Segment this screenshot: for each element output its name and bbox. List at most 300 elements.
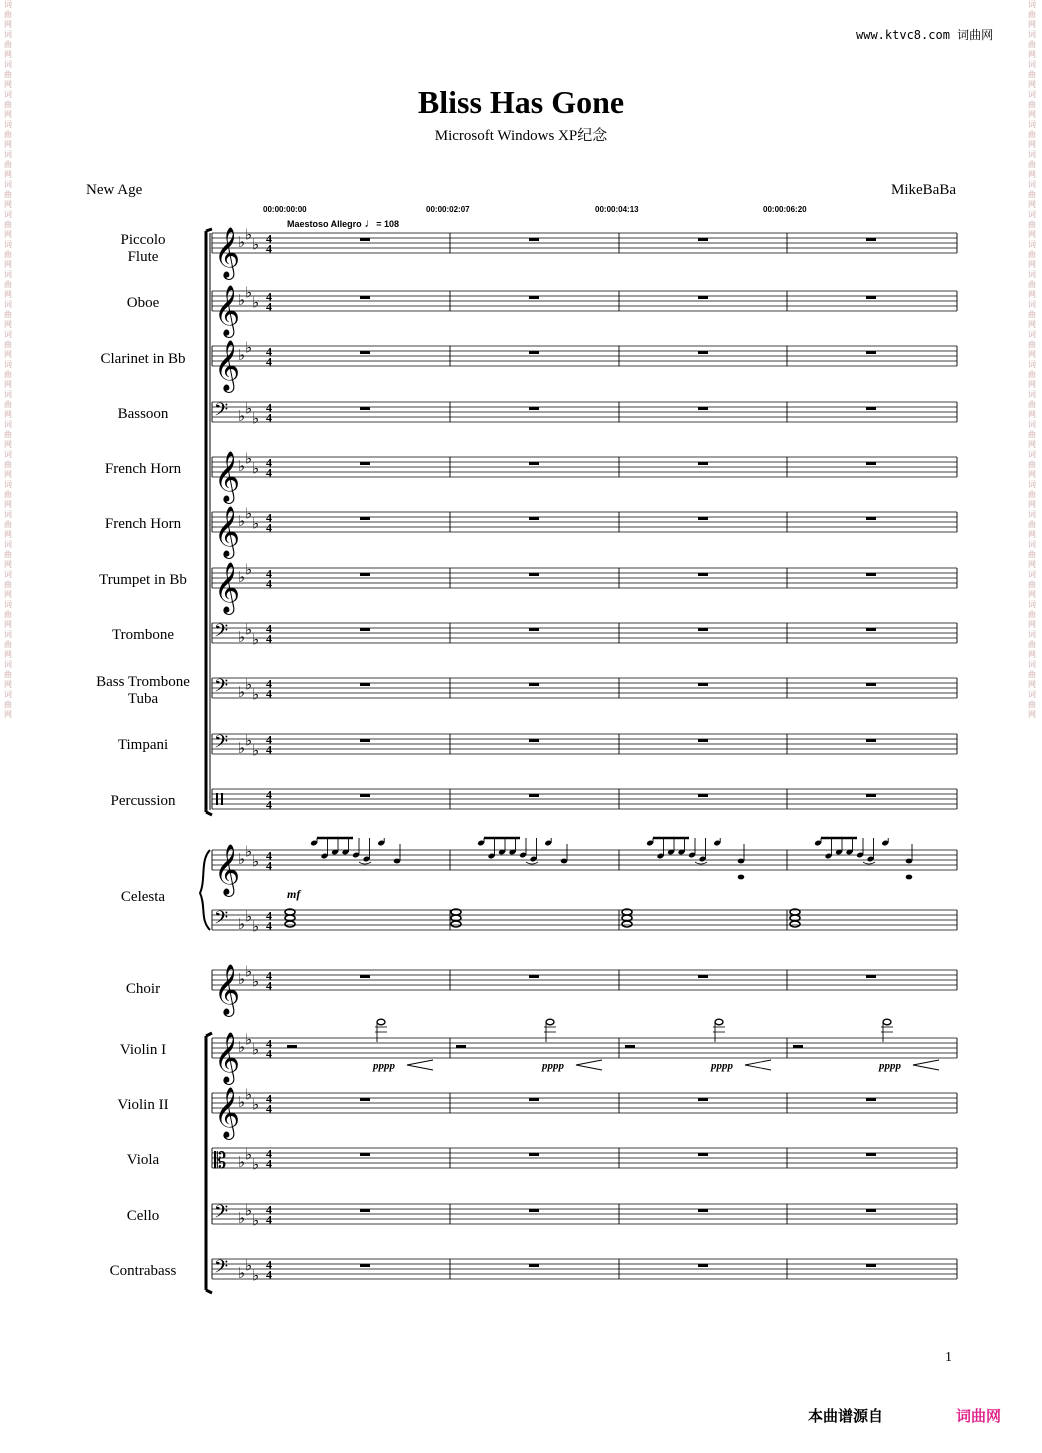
side-watermark-char: 网 — [1028, 140, 1036, 149]
whole-rest — [866, 462, 876, 465]
side-watermark-char: 曲 — [4, 40, 12, 49]
bass-clef-icon: 𝄢 — [214, 907, 229, 932]
whole-rest — [529, 1209, 539, 1212]
whole-note — [622, 921, 632, 927]
timecode: 00:00:00:00 — [263, 205, 307, 214]
whole-rest — [698, 351, 708, 354]
half-note — [546, 1019, 554, 1025]
side-watermark-char: 网 — [4, 170, 12, 179]
tie — [695, 862, 707, 864]
side-watermark-char: 词 — [4, 390, 12, 399]
staff — [212, 1201, 957, 1230]
side-watermark-char: 曲 — [1028, 460, 1036, 469]
whole-rest — [529, 573, 539, 576]
side-watermark-char: 曲 — [1028, 220, 1036, 229]
side-watermark-char: 网 — [4, 560, 12, 569]
side-watermark-char: 曲 — [4, 100, 12, 109]
instrument-label-choir: Choir — [125, 981, 161, 997]
instrument-label-contrabass: Contrabass — [109, 1263, 177, 1279]
staff — [212, 620, 957, 649]
side-watermark-char: 词 — [1028, 420, 1036, 429]
whole-rest — [866, 1264, 876, 1267]
whole-rest — [698, 296, 708, 299]
bracket-strings — [206, 1033, 212, 1293]
celesta-chord — [285, 909, 295, 927]
percussion-clef-icon — [221, 793, 223, 805]
time-signature-denominator: 4 — [266, 686, 272, 701]
side-watermark-char: 曲 — [4, 160, 12, 169]
side-watermark-char: 词 — [1028, 480, 1036, 489]
whole-rest — [360, 296, 370, 299]
flat-icon: ♭ — [252, 1042, 260, 1059]
whole-note — [285, 921, 295, 927]
whole-rest — [866, 238, 876, 241]
whole-rest — [866, 683, 876, 686]
flat-icon: ♭ — [252, 687, 260, 704]
side-watermark-char: 网 — [1028, 440, 1036, 449]
side-watermark-char: 网 — [1028, 470, 1036, 479]
flat-icon: ♭ — [245, 285, 253, 302]
staff — [212, 452, 957, 505]
side-watermark-char: 网 — [4, 710, 12, 719]
time-signature-denominator: 4 — [266, 797, 272, 812]
time-signature-numerator: 4 — [266, 1202, 272, 1217]
violin1-measure — [287, 1019, 433, 1072]
side-watermark-char: 词 — [1028, 660, 1036, 669]
time-signature-numerator: 4 — [266, 787, 272, 802]
whole-rest — [698, 1264, 708, 1267]
whole-rest — [698, 628, 708, 631]
half-note — [883, 1019, 891, 1025]
side-watermark-char: 网 — [1028, 590, 1036, 599]
side-watermark-char: 网 — [4, 410, 12, 419]
side-watermark-char: 曲 — [1028, 490, 1036, 499]
time-signature-denominator: 4 — [266, 1212, 272, 1227]
side-watermark-char: 曲 — [1028, 520, 1036, 529]
whole-rest — [360, 238, 370, 241]
flat-icon: ♭ — [252, 1157, 260, 1174]
flat-icon: ♭ — [252, 461, 260, 478]
side-watermark-char: 词 — [1028, 390, 1036, 399]
side-watermark-char: 网 — [4, 680, 12, 689]
flat-icon: ♭ — [238, 1211, 246, 1227]
side-watermark-char: 网 — [1028, 410, 1036, 419]
bass-clef-icon: 𝄢 — [214, 1256, 229, 1281]
side-watermark-char: 词 — [1028, 150, 1036, 159]
crescendo-hairpin — [745, 1060, 771, 1070]
whole-rest — [529, 739, 539, 742]
side-watermark-char: 网 — [4, 470, 12, 479]
flat-icon: ♭ — [252, 411, 260, 428]
side-watermark-char: 曲 — [1028, 10, 1036, 19]
side-watermark-char: 词 — [1028, 630, 1036, 639]
whole-rest — [360, 739, 370, 742]
time-signature-denominator: 4 — [266, 1156, 272, 1171]
flat-icon: ♭ — [245, 562, 253, 579]
side-watermark-char: 网 — [1028, 80, 1036, 89]
tie — [526, 862, 538, 864]
whole-rest — [866, 1098, 876, 1101]
staff — [212, 907, 957, 936]
side-watermark-char: 网 — [4, 20, 12, 29]
whole-rest — [360, 407, 370, 410]
side-watermark-char: 网 — [4, 290, 12, 299]
side-watermark-char: 词 — [4, 630, 12, 639]
flat-icon: ♭ — [245, 1147, 253, 1164]
side-watermark-char: 网 — [4, 140, 12, 149]
celesta-chord — [622, 909, 632, 927]
side-watermark-char: 词 — [4, 420, 12, 429]
staff — [212, 1033, 957, 1086]
side-watermark-char: 词 — [4, 90, 12, 99]
side-watermark-char: 词 — [4, 120, 12, 129]
percussion-clef-icon — [216, 793, 218, 805]
instrument-label-trumpet: Trumpet in Bb — [99, 572, 187, 588]
side-watermark-char: 网 — [1028, 110, 1036, 119]
tie — [359, 862, 371, 864]
treble-clef-icon: 𝄞 — [214, 965, 241, 1014]
side-watermark-char: 网 — [4, 380, 12, 389]
side-watermark-char: 网 — [4, 590, 12, 599]
time-signature-denominator: 4 — [266, 520, 272, 535]
time-signature-denominator: 4 — [266, 299, 272, 314]
flat-icon: ♭ — [252, 295, 260, 312]
time-signature-numerator: 4 — [266, 732, 272, 747]
whole-rest — [360, 794, 370, 797]
flat-icon: ♭ — [245, 622, 253, 639]
side-watermark-char: 词 — [1028, 90, 1036, 99]
side-watermark-char: 网 — [4, 350, 12, 359]
flat-icon: ♭ — [245, 1032, 253, 1049]
side-watermark-char: 曲 — [4, 700, 12, 709]
side-watermark-char: 曲 — [1028, 370, 1036, 379]
whole-rest — [866, 351, 876, 354]
staff — [212, 286, 957, 339]
dynamic-pppp: pppp — [711, 1060, 733, 1072]
time-signature-numerator: 4 — [266, 968, 272, 983]
time-signature-denominator: 4 — [266, 858, 272, 873]
side-watermark-char: 词 — [4, 30, 12, 39]
side-watermark-char: 词 — [4, 330, 12, 339]
note-head — [561, 859, 568, 864]
side-watermark-char: 词 — [1028, 270, 1036, 279]
instrument-label-french-horn-2: French Horn — [104, 516, 182, 532]
time-signature-denominator: 4 — [266, 576, 272, 591]
whole-rest — [866, 573, 876, 576]
flat-icon: ♭ — [238, 917, 246, 933]
brace-celesta — [200, 850, 210, 930]
timecode: 00:00:04:13 — [595, 205, 639, 214]
dynamic-pppp: pppp — [542, 1060, 564, 1072]
side-watermark-char: 曲 — [1028, 670, 1036, 679]
dynamic-mf: mf — [287, 887, 301, 901]
whole-rest — [529, 1264, 539, 1267]
side-watermark-char: 网 — [1028, 320, 1036, 329]
note-head — [906, 875, 913, 880]
whole-rest — [529, 628, 539, 631]
side-watermark-char: 词 — [4, 480, 12, 489]
flat-icon: ♭ — [245, 1258, 253, 1275]
flat-icon: ♭ — [245, 1203, 253, 1220]
whole-rest — [866, 407, 876, 410]
score-title: Bliss Has Gone — [417, 84, 625, 120]
time-signature-denominator: 4 — [266, 631, 272, 646]
time-signature-numerator: 4 — [266, 676, 272, 691]
instrument-label-oboe: Oboe — [126, 295, 160, 311]
treble-clef-icon: 𝄞 — [214, 341, 241, 390]
side-watermark-char: 曲 — [4, 280, 12, 289]
side-watermark-char: 网 — [1028, 50, 1036, 59]
instrument-label-celesta: Celesta — [120, 889, 166, 905]
flat-icon: ♭ — [252, 854, 260, 871]
half-rest — [625, 1045, 635, 1048]
note-head — [394, 859, 401, 864]
instrument-name: Bass Trombone — [96, 674, 190, 690]
side-watermark-char: 词 — [4, 210, 12, 219]
side-watermark-char: 词 — [1028, 30, 1036, 39]
whole-note — [790, 921, 800, 927]
side-watermark-char: 曲 — [4, 70, 12, 79]
whole-rest — [360, 1153, 370, 1156]
side-watermark-char: 词 — [4, 540, 12, 549]
side-watermark-char: 网 — [4, 50, 12, 59]
whole-rest — [360, 462, 370, 465]
side-watermark-char: 词 — [1028, 360, 1036, 369]
side-watermark-char: 词 — [1028, 210, 1036, 219]
side-watermark-char: 词 — [4, 510, 12, 519]
side-watermark-char: 曲 — [4, 310, 12, 319]
time-signature-denominator: 4 — [266, 354, 272, 369]
side-watermark-char: 词 — [4, 450, 12, 459]
flat-icon: ♭ — [252, 632, 260, 649]
side-watermark-char: 网 — [4, 260, 12, 269]
whole-rest — [360, 573, 370, 576]
side-watermark-char: 词 — [1028, 240, 1036, 249]
style-label: New Age — [86, 182, 143, 198]
side-watermark-char: 词 — [1028, 510, 1036, 519]
time-signature-denominator: 4 — [266, 410, 272, 425]
side-watermark-char: 网 — [4, 80, 12, 89]
side-watermark-char: 曲 — [4, 430, 12, 439]
side-watermark-char: 词 — [1028, 690, 1036, 699]
score-subtitle: Microsoft Windows XP纪念 — [434, 128, 608, 144]
staff — [212, 507, 957, 560]
tempo-text: Maestoso Allegro — [287, 219, 362, 229]
dynamic-pppp: pppp — [879, 1060, 901, 1072]
quarter-note-icon: ♩ — [364, 216, 377, 230]
side-watermark-char: 网 — [1028, 620, 1036, 629]
instrument-label-percussion: Percussion — [110, 793, 176, 809]
side-watermark-char: 词 — [1028, 600, 1036, 609]
flat-icon: ♭ — [238, 1095, 246, 1111]
side-watermark-char: 词 — [1028, 540, 1036, 549]
time-signature-numerator: 4 — [266, 1091, 272, 1106]
whole-rest — [529, 517, 539, 520]
treble-clef-icon: 𝄞 — [214, 563, 241, 612]
flat-icon: ♭ — [238, 293, 246, 309]
whole-rest — [698, 683, 708, 686]
whole-rest — [698, 517, 708, 520]
flat-icon: ♭ — [238, 1266, 246, 1282]
tempo-bpm: = 108 — [376, 219, 399, 229]
time-signature-numerator: 4 — [266, 289, 272, 304]
side-watermark-char: 网 — [1028, 200, 1036, 209]
side-watermark-char: 词 — [4, 240, 12, 249]
staff — [212, 845, 957, 898]
side-watermark-char: 词 — [1028, 450, 1036, 459]
side-watermark-char: 曲 — [1028, 550, 1036, 559]
instrument-label-clarinet: Clarinet in Bb — [100, 351, 186, 367]
time-signature-numerator: 4 — [266, 1257, 272, 1272]
time-signature-numerator: 4 — [266, 908, 272, 923]
side-watermark-char: 网 — [1028, 290, 1036, 299]
whole-rest — [866, 1153, 876, 1156]
violin1-measure — [625, 1019, 771, 1072]
instrument-label-cello: Cello — [126, 1208, 160, 1224]
flat-icon: ♭ — [245, 451, 253, 468]
staff — [212, 965, 957, 1018]
side-watermark-char: 曲 — [1028, 400, 1036, 409]
flat-icon: ♭ — [238, 852, 246, 868]
bass-clef-icon: 𝄢 — [214, 620, 229, 645]
side-watermark-char: 曲 — [4, 460, 12, 469]
whole-rest — [866, 794, 876, 797]
side-watermark-char: 曲 — [1028, 40, 1036, 49]
side-watermark-char: 网 — [1028, 560, 1036, 569]
side-watermark-char: 曲 — [4, 340, 12, 349]
side-watermark-char: 曲 — [1028, 610, 1036, 619]
flat-icon: ♭ — [252, 237, 260, 254]
whole-rest — [529, 238, 539, 241]
treble-clef-icon: 𝄞 — [214, 507, 241, 556]
side-watermark-char: 网 — [4, 230, 12, 239]
staff — [212, 341, 957, 394]
side-watermark-char: 曲 — [1028, 700, 1036, 709]
whole-rest — [529, 1098, 539, 1101]
flat-icon: ♭ — [238, 409, 246, 425]
side-watermark-char: 曲 — [4, 400, 12, 409]
staff — [212, 675, 957, 704]
side-watermark-char: 曲 — [4, 10, 12, 19]
celesta-chord — [790, 909, 800, 927]
composer-label: MikeBaBa — [891, 182, 956, 198]
watermark-url[interactable]: www.ktvc8.com 词曲网 — [856, 28, 994, 42]
time-signature-numerator: 4 — [266, 400, 272, 415]
side-watermark-char: 词 — [1028, 300, 1036, 309]
side-watermark-char: 曲 — [4, 670, 12, 679]
side-watermark-char: 词 — [1028, 570, 1036, 579]
instrument-name: Piccolo — [120, 232, 166, 248]
footer-site-link[interactable]: 词曲网 — [956, 1407, 1002, 1425]
time-signature-denominator: 4 — [266, 742, 272, 757]
bass-clef-icon: 𝄢 — [214, 731, 229, 756]
whole-rest — [698, 1153, 708, 1156]
whole-rest — [360, 1098, 370, 1101]
flat-icon: ♭ — [245, 733, 253, 750]
side-watermark-char: 词 — [4, 150, 12, 159]
instrument-name-2: Flute — [127, 249, 159, 265]
bracket-winds — [206, 229, 212, 815]
side-watermark-char: 曲 — [4, 640, 12, 649]
side-watermark-char: 网 — [1028, 530, 1036, 539]
time-signature-numerator: 4 — [266, 1036, 272, 1051]
whole-rest — [698, 1098, 708, 1101]
timecode: 00:00:02:07 — [426, 205, 470, 214]
time-signature-denominator: 4 — [266, 1101, 272, 1116]
flat-icon: ♭ — [252, 743, 260, 760]
flat-icon: ♭ — [245, 844, 253, 861]
half-note — [715, 1019, 723, 1025]
page-number: 1 — [945, 1350, 952, 1365]
side-watermark-char: 网 — [1028, 680, 1036, 689]
side-watermark-char: 曲 — [4, 370, 12, 379]
staff — [212, 1256, 957, 1285]
side-watermark-char: 曲 — [1028, 130, 1036, 139]
half-rest — [793, 1045, 803, 1048]
alto-clef-icon: 𝄡 — [214, 1148, 227, 1173]
side-watermark-char: 曲 — [1028, 580, 1036, 589]
flat-icon: ♭ — [252, 1268, 260, 1285]
flat-icon: ♭ — [245, 677, 253, 694]
side-watermark-char: 网 — [4, 500, 12, 509]
side-watermark-char: 曲 — [4, 250, 12, 259]
flat-icon: ♭ — [252, 1097, 260, 1114]
time-signature-numerator: 4 — [266, 848, 272, 863]
note-head — [738, 875, 745, 880]
bass-clef-icon: 𝄢 — [214, 675, 229, 700]
crescendo-hairpin — [407, 1060, 433, 1070]
side-watermark-char: 曲 — [4, 490, 12, 499]
side-watermark-char: 词 — [4, 60, 12, 69]
flat-icon: ♭ — [245, 227, 253, 244]
flat-icon: ♭ — [245, 964, 253, 981]
staff — [212, 1088, 957, 1141]
side-watermark-char: 曲 — [1028, 160, 1036, 169]
flat-icon: ♭ — [238, 1040, 246, 1056]
time-signature-numerator: 4 — [266, 510, 272, 525]
side-watermark-char: 网 — [1028, 650, 1036, 659]
crescendo-hairpin — [576, 1060, 602, 1070]
side-watermark-char: 词 — [1028, 120, 1036, 129]
time-signature-denominator: 4 — [266, 1267, 272, 1282]
side-watermark-char: 网 — [1028, 350, 1036, 359]
flat-icon: ♭ — [238, 514, 246, 530]
celesta-figure — [814, 838, 912, 879]
flat-icon: ♭ — [252, 919, 260, 936]
whole-rest — [529, 462, 539, 465]
instrument-label-timpani: Timpani — [117, 737, 169, 753]
side-watermark-char: 曲 — [1028, 340, 1036, 349]
flat-icon: ♭ — [238, 685, 246, 701]
flat-icon: ♭ — [238, 741, 246, 757]
bass-clef-icon: 𝄢 — [214, 1201, 229, 1226]
footer-source-label: 本曲谱源自 — [808, 1407, 884, 1425]
side-watermark-char: 词 — [4, 180, 12, 189]
side-watermark-char: 词 — [4, 0, 12, 9]
celesta-chord — [451, 909, 461, 927]
whole-rest — [866, 975, 876, 978]
staff — [212, 399, 957, 428]
side-watermark-char: 网 — [4, 620, 12, 629]
staff — [212, 788, 957, 812]
flat-icon: ♭ — [252, 1213, 260, 1230]
whole-rest — [360, 683, 370, 686]
whole-rest — [698, 462, 708, 465]
whole-rest — [360, 1209, 370, 1212]
flat-icon: ♭ — [245, 909, 253, 926]
side-watermark-char: 词 — [4, 690, 12, 699]
time-signature-numerator: 4 — [266, 621, 272, 636]
